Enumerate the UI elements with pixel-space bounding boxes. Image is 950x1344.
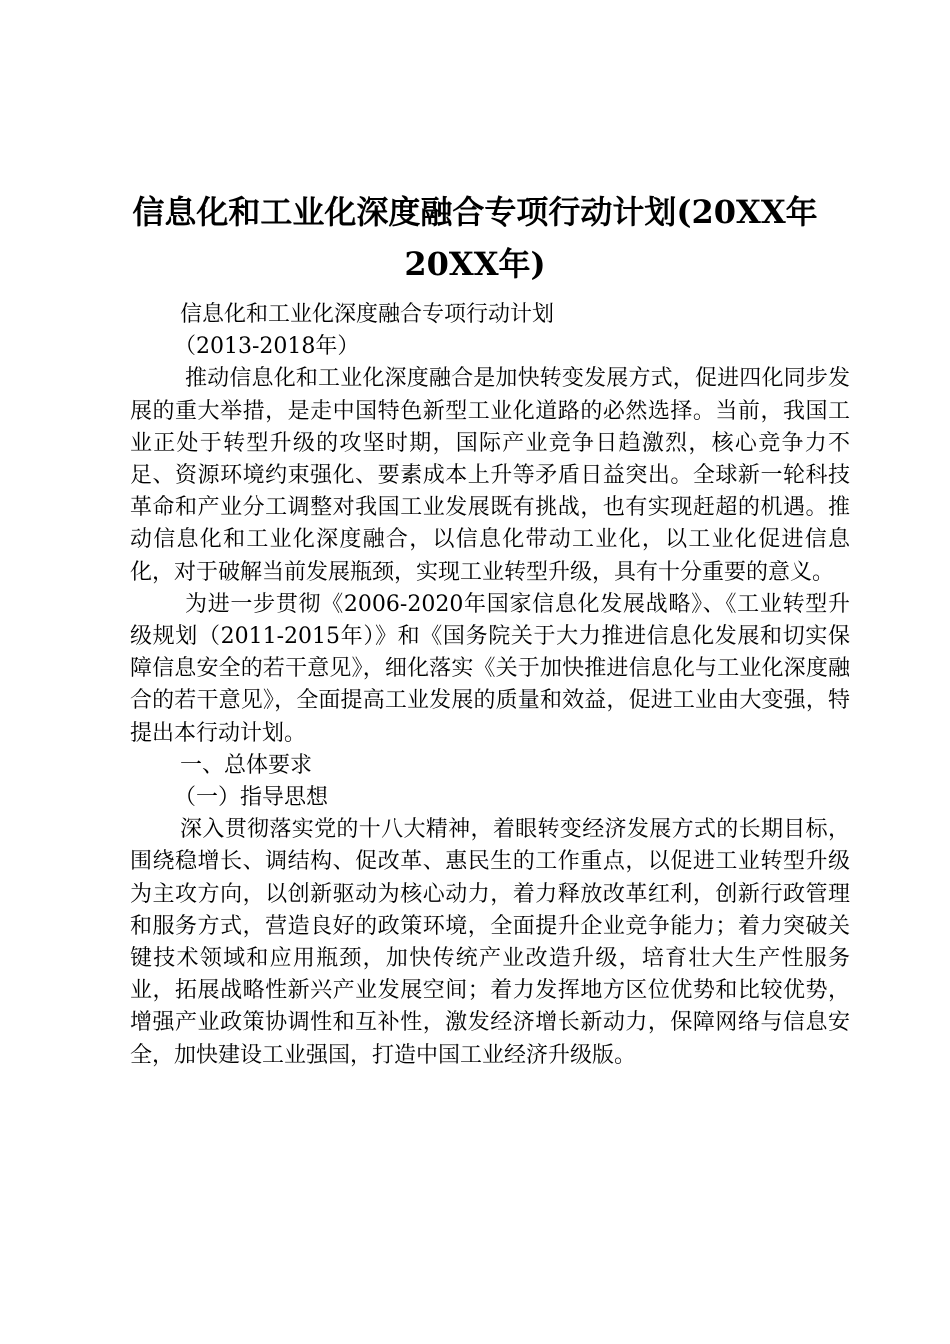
subtitle-line-1: 信息化和工业化深度融合专项行动计划 (180, 302, 555, 327)
intro-paragraph: 推动信息化和工业化深度融合是加快转变发展方式，促进四化同步发展的重大举措，是走中国特色新型工业化道路的必然选择。当前，我国工业正处于转型升级的攻坚时期，国际产业竞争日趋激烈，核心竞争力不足、资源环境约束强化、要素成本上升等矛盾日益突出。全球新一轮科技革命和产业分工调整对我国工业发展既有挑战，也有实现赶超的机遇。推动信息化和工业化深度融合，以信息化带动工业化，以工业化促进信息化，对于破解当前发展瓶颈，实现工业转型升级，具有十分重要的意义。 (130, 366, 850, 585)
purpose-paragraph: 为进一步贯彻《2006-2020年国家信息化发展战略》、《工业转型升级规划（2011-2015年）》和《国务院关于大力推进信息化发展和切实保障信息安全的若干意见》，细化落实《关于加快推进信息化与工业化深度融合的若干意见》，全面提高工业发展的质量和效益，促进工业由大变强，特提出本行动计划。 (130, 591, 850, 746)
section-heading: 一、总体要求 (180, 752, 313, 778)
guiding-paragraph: 深入贯彻落实党的十八大精神，着眼转变经济发展方式的长期目标，围绕稳增长、调结构、促改革、惠民生的工作重点，以促进工业转型升级为主攻方向，以创新驱动为核心动力，着力释放改革红利，创新行政管理和服务方式，营造良好的政策环境，全面提升企业竞争能力；着力突破关键技术领域和应用瓶颈，加快传统产业改造升级，培育壮大生产性服务业，拓展战略性新兴产业发展空间；着力发挥地方区位优势和比较优势，增强产业政策协调性和互补性，激发经济增长新动力，保障网络与信息安全，加快建设工业强国，打造中国工业经济升级版。 (130, 817, 850, 1068)
subtitle-line-2: （2013-2018年） (174, 334, 360, 360)
subsection-heading: （一）指导思想 (174, 785, 329, 811)
document-title: 信息化和工业化深度融合专项行动计划(20XX年20XX年) (132, 193, 818, 283)
document-body (130, 299, 850, 1072)
